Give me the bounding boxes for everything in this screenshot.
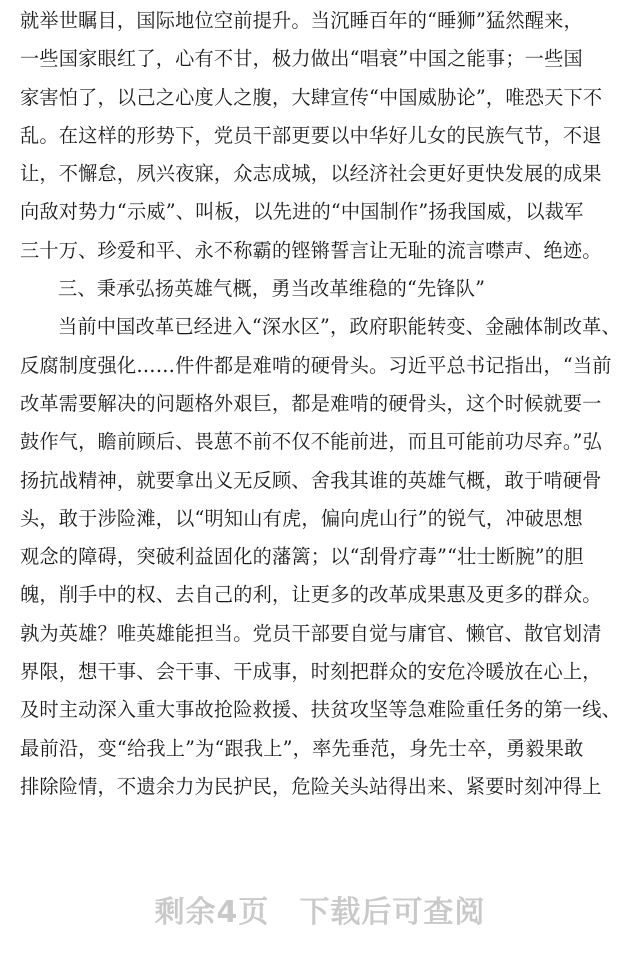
text-line: 乱。在这样的形势下，党员干部更要以中华好儿女的民族气节，不退 [20, 123, 602, 147]
text-line: 反腐制度强化……件件都是难啃的硬骨头。习近平总书记指出，“当前 [20, 353, 612, 377]
text-line: 排除险情，不遗余力为民护民，危险关头站得出来、紧要时刻冲得上 [20, 774, 602, 798]
text-line: 改革需要解决的问题格外艰巨，都是难啃的硬骨头，这个时候就要一 [20, 391, 602, 415]
text-line: 让，不懈怠，夙兴夜寐，众志成城，以经济社会更好更快发展的成果 [20, 162, 602, 186]
text-line: 鼓作气，瞻前顾后、畏葸不前不仅不能前进，而且可能前功尽弃。”弘 [20, 430, 603, 454]
text-line: 魄，削手中的权、去自己的利，让更多的改革成果惠及更多的群众。 [20, 583, 602, 607]
text-line: 及时主动深入重大事故抢险救援、扶贫攻坚等急难险重任务的第一线、 [20, 698, 622, 722]
body-text [20, 2, 624, 806]
text-line: 三十万、珍爱和平、永不称霸的铿锵誓言让无耻的流言噤声、绝迹。 [20, 238, 602, 262]
text-line: 观念的障碍，突破利益固化的藩篱；以“刮骨疗毒”“壮士断腕”的胆 [20, 545, 584, 569]
section-heading: 三、秉承弘扬英雄气概，勇当改革维稳的“先锋队” [58, 277, 486, 301]
text-line: 孰为英雄？唯英雄能担当。党员干部要自觉与庸官、懒官、散官划清 [20, 621, 602, 645]
text-line: 头，敢于涉险滩，以“明知山有虎，偏向虎山行”的锐气，冲破思想 [20, 506, 583, 530]
text-line: 界限，想干事、会干事、干成事，时刻把群众的安危冷暖放在心上， [20, 660, 602, 684]
download-to-view-label[interactable]: 下载后可查阅 [299, 895, 486, 930]
text-line: 当前中国改革已经进入“深水区”，政府职能转变、金融体制改革、 [58, 315, 621, 339]
preview-footer [0, 884, 640, 934]
text-line: 一些国家眼红了，心有不甘，极力做出“唱衰”中国之能事；一些国 [20, 47, 583, 71]
text-line: 家害怕了，以己之心度人之腹，大肆宣传“中国威胁论”，唯恐天下不 [20, 85, 603, 109]
remaining-pages-label: 剩余4页 [154, 895, 270, 930]
text-line: 就举世瞩目，国际地位空前提升。当沉睡百年的“睡狮”猛然醒来， [20, 9, 583, 32]
text-line: 扬抗战精神，就要拿出义无反顾、舍我其谁的英雄气概，敢于啃硬骨 [20, 468, 602, 492]
text-line: 向敌对势力“示威”、叫板，以先进的“中国制作”扬我国威，以裁军 [20, 200, 584, 224]
text-line: 最前沿，变“给我上”为“跟我上”，率先垂范，身先士卒，勇毅果敢 [20, 736, 584, 760]
